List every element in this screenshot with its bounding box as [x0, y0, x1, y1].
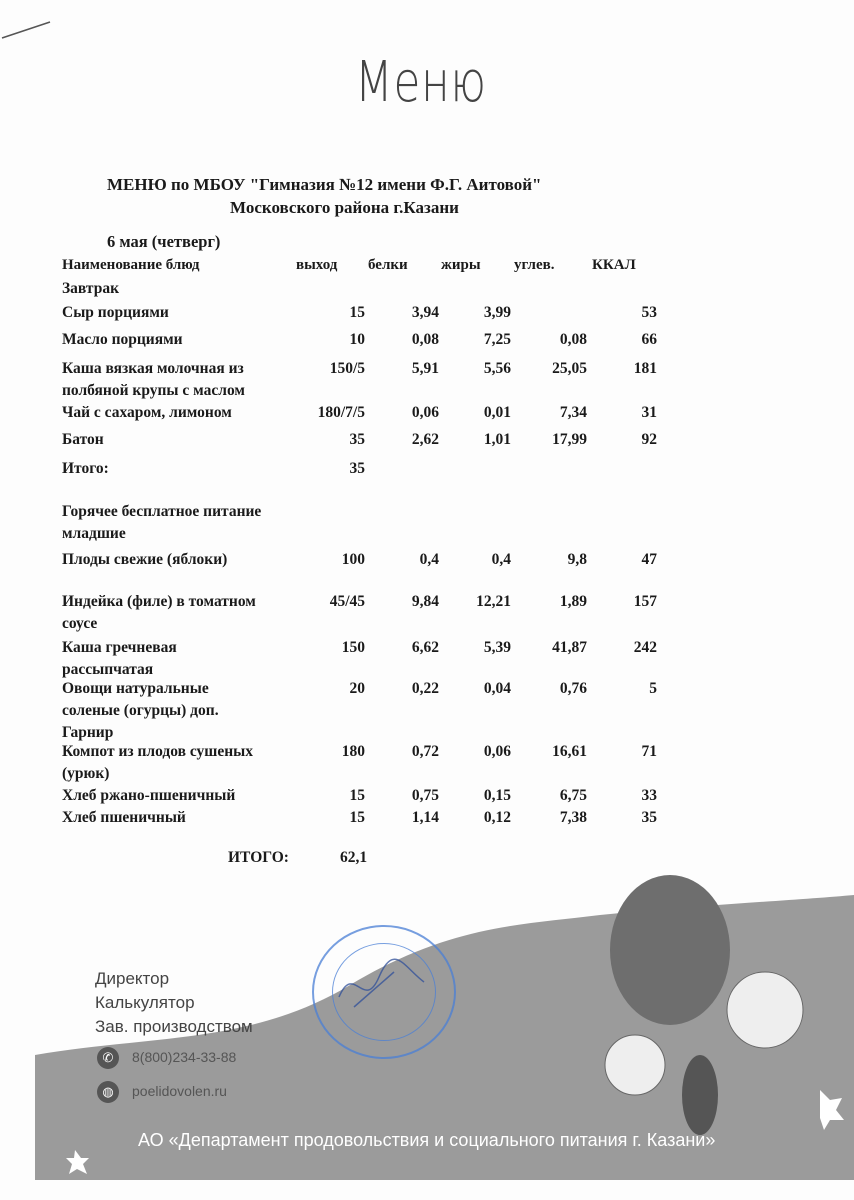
value-kcal: 71: [641, 743, 657, 760]
value-kcal: 242: [633, 639, 657, 656]
column-header: белки: [368, 257, 408, 273]
value-kcal: 31: [641, 404, 657, 421]
value-fat: 0,01: [483, 404, 511, 421]
handwritten-title: Меню: [355, 50, 487, 115]
value-output: 15: [349, 809, 365, 826]
value-kcal: 66: [641, 331, 657, 348]
menu-subtitle: Московского района г.Казани: [230, 198, 459, 217]
value-kcal: 47: [641, 551, 657, 568]
value-output: 35: [349, 460, 365, 477]
dish-name: Горячее бесплатное питание: [62, 503, 262, 520]
value-output: 180: [341, 743, 365, 760]
footer-organization: АО «Департамент продовольствия и социального питания г. Казани»: [138, 1130, 716, 1150]
dish-name: Сыр порциями: [62, 304, 169, 321]
value-fat: 0,4: [491, 551, 511, 568]
dish-name: (урюк): [62, 765, 110, 782]
dish-name: младшие: [62, 525, 126, 542]
dish-name: Компот из плодов сушеных: [62, 743, 254, 760]
value-carbs: 17,99: [552, 431, 587, 448]
value-kcal: 53: [641, 304, 657, 321]
value-carbs: 7,34: [559, 404, 587, 421]
value-carbs: 1,89: [559, 593, 587, 610]
dish-name: Индейка (филе) в томатном: [62, 593, 256, 610]
value-fat: 7,25: [483, 331, 511, 348]
column-header: жиры: [441, 257, 481, 273]
value-fat: 12,21: [476, 593, 511, 610]
value-carbs: 0,08: [559, 331, 587, 348]
value-carbs: 0,76: [559, 680, 587, 697]
value-protein: 0,75: [411, 787, 439, 804]
value-protein: 0,72: [411, 743, 439, 760]
value-fat: 0,15: [483, 787, 511, 804]
value-carbs: 16,61: [552, 743, 587, 760]
value-carbs: 25,05: [552, 360, 587, 377]
value-carbs: 7,38: [559, 809, 587, 826]
value-kcal: 181: [633, 360, 657, 377]
value-protein: 5,91: [411, 360, 439, 377]
value-fat: 5,39: [483, 639, 511, 656]
value-kcal: 5: [649, 680, 657, 697]
menu-title: МЕНЮ по МБОУ "Гимназия №12 имени Ф.Г. Аитовой": [107, 175, 542, 194]
column-header: ККАЛ: [592, 257, 636, 273]
value-carbs: 6,75: [559, 787, 587, 804]
value-output: 100: [341, 551, 365, 568]
value-protein: 0,06: [411, 404, 439, 421]
dish-name: соусе: [62, 615, 98, 632]
dish-name: полбяной крупы с маслом: [62, 382, 245, 399]
dish-name: Плоды свежие (яблоки): [62, 551, 228, 568]
dish-name: Хлеб пшеничный: [62, 809, 186, 826]
dish-name: Батон: [62, 431, 104, 448]
dish-name: Хлеб ржано-пшеничный: [62, 787, 236, 804]
phone-number: 8(800)234-33-88: [132, 1049, 237, 1065]
value-fat: 0,12: [483, 809, 511, 826]
dish-name: Каша гречневая: [62, 639, 177, 656]
total-label: ИТОГО:: [228, 849, 289, 866]
pen-mark: [0, 18, 60, 42]
dish-name: рассыпчатая: [62, 661, 154, 678]
value-output: 150/5: [329, 360, 365, 377]
dish-name: Итого:: [62, 460, 109, 477]
dish-name: Гарнир: [62, 724, 114, 741]
value-protein: 0,4: [419, 551, 439, 568]
column-header: Наименование блюд: [62, 257, 200, 273]
value-protein: 0,22: [411, 680, 439, 697]
value-fat: 0,06: [483, 743, 511, 760]
official-stamp: [312, 925, 456, 1059]
value-output: 35: [349, 431, 365, 448]
dish-name: Каша вязкая молочная из: [62, 360, 244, 377]
value-carbs: 41,87: [552, 639, 587, 656]
value-output: 45/45: [329, 593, 365, 610]
value-protein: 9,84: [411, 593, 439, 610]
value-protein: 3,94: [411, 304, 439, 321]
value-fat: 1,01: [483, 431, 511, 448]
value-fat: 5,56: [483, 360, 511, 377]
value-kcal: 33: [641, 787, 657, 804]
value-output: 10: [349, 331, 365, 348]
phone-icon: ✆: [97, 1047, 119, 1069]
value-output: 15: [349, 304, 365, 321]
globe-icon: ◍: [97, 1081, 119, 1103]
value-kcal: 157: [633, 593, 657, 610]
dish-name: соленые (огурцы) доп.: [62, 702, 219, 719]
value-output: 20: [349, 680, 365, 697]
signature-scribble: [334, 957, 434, 1017]
value-output: 15: [349, 787, 365, 804]
value-carbs: 9,8: [567, 551, 587, 568]
dish-name: Чай с сахаром, лимоном: [62, 404, 232, 421]
value-fat: 3,99: [483, 304, 511, 321]
signature-production: Зав. производством: [95, 1017, 253, 1036]
menu-date: 6 мая (четверг): [107, 232, 221, 251]
value-output: 150: [341, 639, 365, 656]
value-protein: 1,14: [411, 809, 439, 826]
value-protein: 0,08: [411, 331, 439, 348]
total-value: 62,1: [340, 849, 368, 866]
column-header: выход: [296, 257, 338, 273]
value-kcal: 92: [641, 431, 657, 448]
value-fat: 0,04: [483, 680, 511, 697]
signature-director: Директор: [95, 969, 170, 988]
signature-calculator: Калькулятор: [95, 993, 195, 1012]
website: poelidovolen.ru: [132, 1083, 227, 1099]
value-protein: 6,62: [411, 639, 439, 656]
value-kcal: 35: [641, 809, 657, 826]
value-protein: 2,62: [411, 431, 439, 448]
value-output: 180/7/5: [317, 404, 365, 421]
dish-name: Масло порциями: [62, 331, 183, 348]
dish-name: Завтрак: [62, 280, 120, 297]
column-header: углев.: [514, 257, 555, 273]
dish-name: Овощи натуральные: [62, 680, 209, 697]
